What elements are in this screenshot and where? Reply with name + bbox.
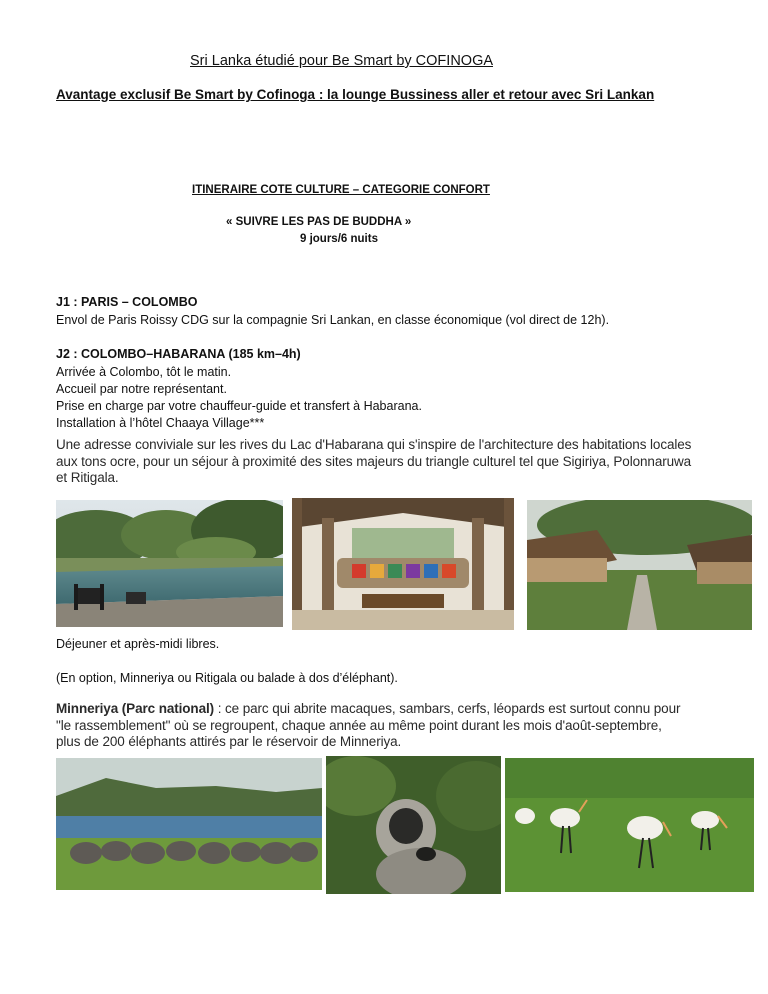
elephants-photo [56, 758, 322, 890]
hotel-lounge-photo [292, 498, 514, 630]
minneriya-line: plus de 200 éléphants attirés par le réservoir de Minneriya. [56, 734, 402, 749]
itinerary-tagline: « SUIVRE LES PAS DE BUDDHA » [226, 216, 412, 228]
storks-photo [505, 758, 754, 892]
page-title: Sri Lanka étudié pour Be Smart by COFINOGA [190, 53, 494, 69]
day2-line: Installation à l’hôtel Chaaya Village*** [56, 416, 265, 430]
minneriya-line [56, 701, 766, 718]
day2-title: J2 : COLOMBO–HABARANA (185 km–4h) [56, 347, 301, 361]
itinerary-duration: 9 jours/6 nuits [300, 233, 378, 245]
minneriya-name: Minneriya (Parc national) [56, 701, 215, 716]
day2-afternoon: Déjeuner et après-midi libres. [56, 637, 220, 651]
day2-line: Accueil par notre représentant. [56, 382, 227, 396]
hotel-description [56, 437, 756, 487]
day1-text: Envol de Paris Roissy CDG sur la compagnie Sri Lankan, en classe économique (vol direct de 12h). [56, 313, 610, 327]
hotel-cottages-photo [527, 500, 752, 630]
monkey-photo [326, 756, 501, 894]
day2-line: Arrivée à Colombo, tôt le matin. [56, 365, 232, 379]
hotel-description-line: aux tons ocre, pour un séjour à proximité des sites majeurs du triangle culturel tel que Sigiriya, Polonnaruwa [56, 453, 692, 469]
hotel-pool-photo [56, 500, 283, 627]
itinerary-heading: ITINERAIRE COTE CULTURE – CATEGORIE CONFORT [192, 184, 490, 196]
day2-line: Prise en charge par votre chauffeur-guide et transfert à Habarana. [56, 399, 422, 413]
minneriya-description [56, 701, 766, 751]
minneriya-text: : ce parc qui abrite macaques, sambars, cerfs, léopards est surtout connu pour [214, 701, 681, 716]
hotel-description-line: et Ritigala. [56, 470, 119, 485]
hotel-description-line: Une adresse conviviale sur les rives du Lac d'Habarana qui s'inspire de l'architecture des habitations locales [56, 437, 692, 452]
minneriya-line: "le rassemblement" où se regroupent, chaque année au même point durant les mois d'août-septembre, [56, 717, 662, 733]
page-subtitle: Avantage exclusif Be Smart by Cofinoga : la lounge Bussiness aller et retour avec Sri Lankan [56, 87, 655, 102]
day2-option: (En option, Minneriya ou Ritigala ou balade à dos d’éléphant). [56, 671, 398, 685]
day1-title: J1 : PARIS – COLOMBO [56, 295, 198, 309]
